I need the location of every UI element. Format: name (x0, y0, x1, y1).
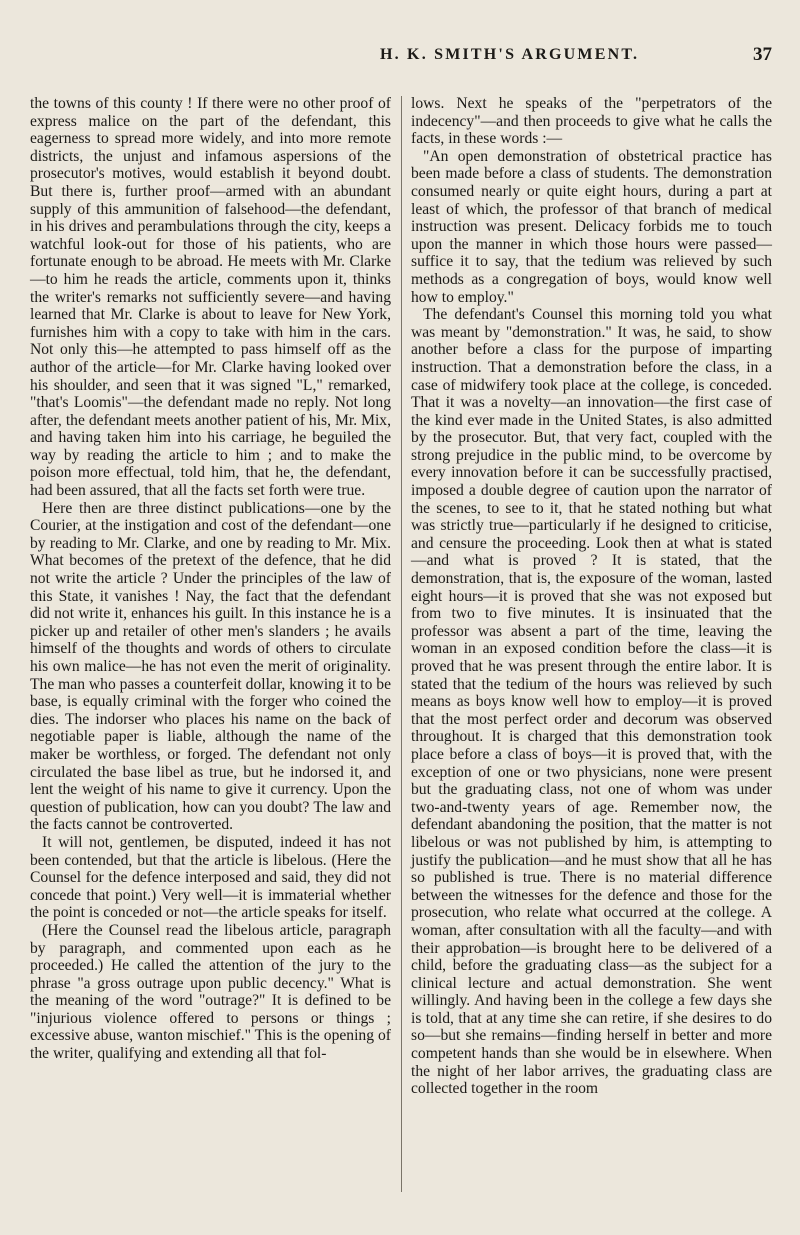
paragraph: the towns of this county ! If there were no other proof of express malice on the part of the defendant, this eagerness to spread more widely, and into more remote districts, the unjust and infamous aspersions of the prosecutor's motives, would establish it beyond doubt. But there is, further proof—armed with an abundant supply of this ammunition of falsehood—the defendant, in his drives and perambulations through the city, keeps a watchful look-out for those of his patients, who are fortunate enough to be abroad. He meets with Mr. Clarke—to him he reads the article, comments upon it, thinks the writer's remarks not sufficiently severe—and having learned that Mr. Clarke is about to leave for New York, furnishes him with a copy to take with him in the cars. Not only this—he attempted to pass himself off as the author of the article—for Mr. Clarke having looked over his shoulder, and seen that it was signed "L," remarked, "that's Loomis"—the defendant made no reply. Not long after, the defendant meets another patient of his, Mr. Mix, and having taken him into his carriage, he beguiled the way by reading the article to him ; and to make the poison more effectual, told him, that he, the defendant, had been assured, that all the facts set forth were true. (30, 95, 391, 500)
paragraph: lows. Next he speaks of the "perpetrators of the indecency"—and then proceeds to give what he calls the facts, in these words :— (411, 95, 772, 148)
running-head: H. K. SMITH'S ARGUMENT. (380, 46, 640, 63)
paragraph: (Here the Counsel read the libelous article, paragraph by paragraph, and commented upon each as he proceeded.) He called the attention of the jury to the phrase "a gross outrage upon public decency." What is the meaning of the word "outrage?" It is defined to be "injurious violence offered to persons or things ; excessive abuse, wanton mischief." This is the opening of the writer, qualifying and extending all that fol- (30, 921, 391, 1063)
paragraph: The defendant's Counsel this morning told you what was meant by "demonstration." It was, he said, to show another before a class for the purpose of imparting instruction. That a demonstration before the class, in a case of midwifery took place at the college, is conceded. That it was a novelty—an innovation—the first case of the kind ever made in the United States, is also admitted by the prosecutor. But, that very fact, coupled with the strong prejudice in the public mind, to be overcome by every innovation before it can be successfully practised, imposed a double degree of caution upon the narrator of the scenes, to see to it, that he stated nothing but what was strictly true—particularly if he designed to criticise, and censure the proceeding. Look then at what is stated—and what is proved ? It is stated, that the demonstration, that is, the exposure of the woman, lasted eight hours—it is proved that she was not exposed but from two to five minutes. It is insinuated that the professor was absent a part of the time, leaving the woman in an exposed condition before the class—it is proved that he was present through the entire labor. It is stated that the tedium of the hours was relieved by such means as boys know well how to employ—it is proved that the most perfect order and decorum was observed throughout. It is charged that this demonstration took place before a class of boys—it is proved that, with the exception of one or two physicians, none were present but the graduating class, not one of whom was under two-and-twenty years of age. Remember now, the defendant abandoning the position, that the matter is not libelous or was not published by him, is attempting to justify the publication—and he must show that all he has so published is true. There is no material difference between the witnesses for the defence and those for the prosecution, who relate what occurred at the college. A woman, after consultation with all the faculty—and with their approbation—is brought here to be delivered of a child, before the graduating class—as the subject for a clinical lecture and actual demonstration. She went willingly. And having been in the college a few days she is told, that at any time she can retire, if she desires to do so—but she remains—finding herself in better and more competent hands than she would be in elsewhere. When the night of her labor arrives, the graduating class are collected together in the room (411, 306, 772, 1098)
left-column (30, 95, 391, 1063)
quoted-paragraph: "An open demonstration of obstetrical practice has been made before a class of students. The demonstration consumed nearly or quite eight hours, during a part at least of which, the professor of that branch of medical instruction was present. Delicacy forbids me to touch upon the manner in which those hours were passed—suffice it to say, that the tedium was relieved by such methods as a congregation of boys, would know well how to employ." (411, 147, 772, 306)
right-column (411, 95, 772, 1098)
page-number: 37 (753, 44, 772, 65)
paragraph: It will not, gentlemen, be disputed, indeed it has not been contended, but that the article is libelous. (Here the Counsel for the defence interposed and said, they did not concede that point.) Very well—it is immaterial whether the point is conceded or not—the article speaks for itself. (30, 833, 391, 922)
column-divider (401, 96, 402, 1192)
paragraph: Here then are three distinct publications—one by the Courier, at the instigation and cost of the defendant—one by reading to Mr. Clarke, and one by reading to Mr. Mix. What becomes of the pretext of the defence, that he did not write the article ? Under the principles of the law of this State, it vanishes ! Nay, the fact that the defendant did not write it, enhances his guilt. In this instance he is a picker up and retailer of other men's slanders ; he avails himself of the thoughts and words of others to circulate his own malice—he has not even the merit of originality. The man who passes a counterfeit dollar, knowing it to be base, is equally criminal with the forger who coined the dies. The indorser who places his name on the back of negotiable paper is liable, although the name of the maker be worthless, or forged. The defendant not only circulated the base libel as true, but he indorsed it, and lent the weight of his name to give it currency. Upon the question of publication, how can you doubt? The law and the facts cannot be controverted. (30, 499, 391, 834)
